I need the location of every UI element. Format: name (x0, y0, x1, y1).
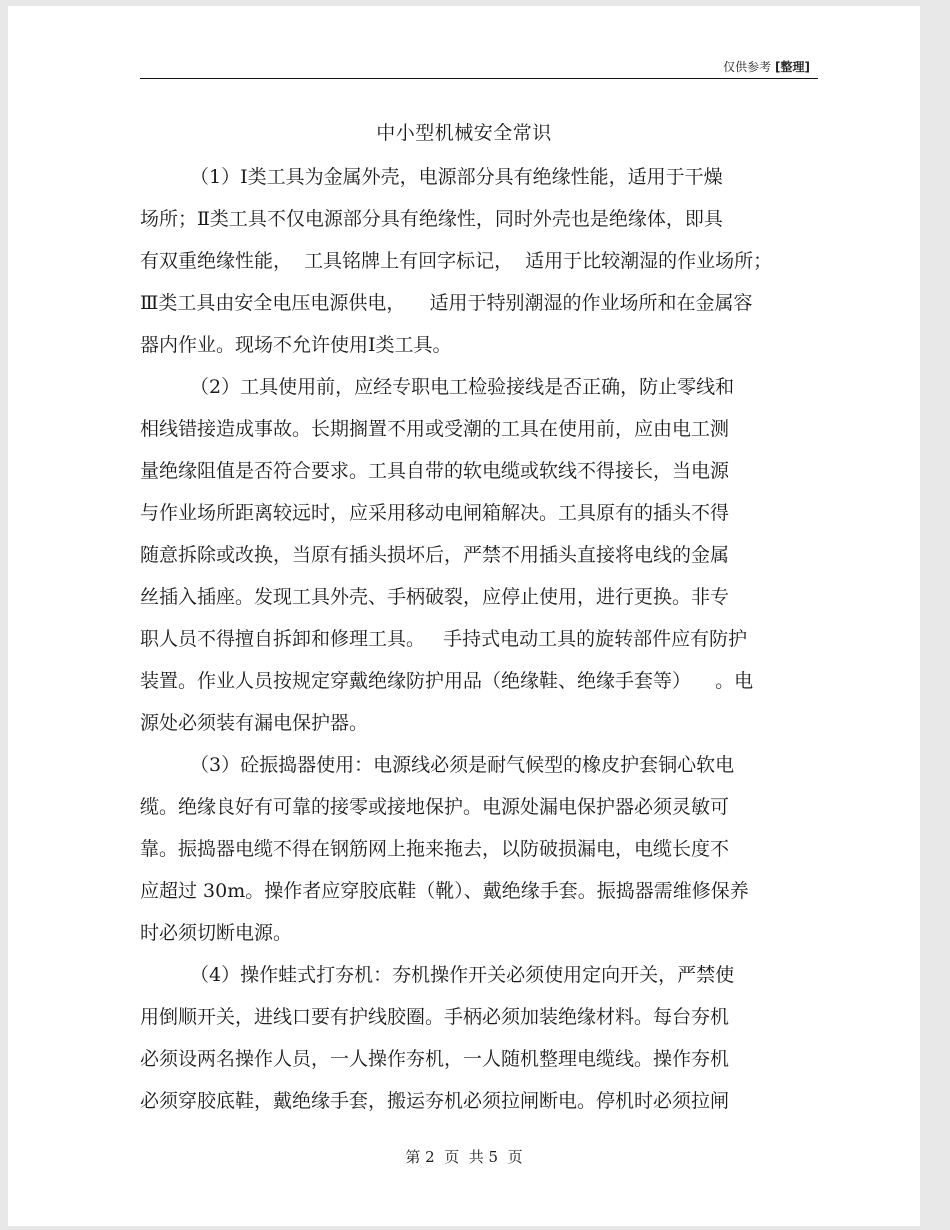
text-line: 随意拆除或改换，当原有插头损坏后，严禁不用插头直接将电线的金属 (140, 544, 730, 566)
text-line: 必须设两名操作人员，一人操作夯机，一人随机整理电缆线。操作夯机 (140, 1048, 730, 1070)
text-line: 缆。绝缘良好有可靠的接零或接地保护。电源处漏电保护器必须灵敏可 (140, 796, 730, 818)
header-note: 仅供参考 (723, 60, 772, 74)
text-line: 器内作业。现场不允许使用Ⅰ类工具。 (140, 334, 452, 356)
text-line: 与作业场所距离较远时，应采用移动电闸箱解决。工具原有的插头不得 (140, 502, 730, 524)
text-line: （4）操作蛙式打夯机：夯机操作开关必须使用定向开关，严禁使 (190, 964, 735, 986)
text-line: 应超过 30m。操作者应穿胶底鞋（靴）、戴绝缘手套。振捣器需维修保养 (140, 880, 749, 902)
page-footer: 第 2 页 共 5 页 (405, 1148, 523, 1166)
text-line: 有双重绝缘性能， 工具铭牌上有回字标记， 适用于比较潮湿的作业场所； (140, 250, 773, 272)
text-line: 量绝缘阻值是否符合要求。工具自带的软电缆或软线不得接长，当电源 (140, 460, 730, 482)
text-line: 靠。振捣器电缆不得在钢筋网上拖来拖去，以防破损漏电，电缆长度不 (140, 838, 730, 860)
document-page (8, 6, 920, 1226)
header-rule (140, 78, 818, 79)
text-line: （3）砼振捣器使用：电源线必须是耐气候型的橡皮护套铜心软电 (190, 754, 735, 776)
text-line: 相线错接造成事故。长期搁置不用或受潮的工具在使用前，应由电工测 (140, 418, 730, 440)
text-line: 源处必须装有漏电保护器。 (140, 712, 369, 734)
text-line: 必须穿胶底鞋，戴绝缘手套，搬运夯机必须拉闸断电。停机时必须拉闸 (140, 1090, 730, 1112)
document-title: 中小型机械安全常识 (376, 122, 552, 144)
text-line: Ⅲ类工具由安全电压电源供电， 适用于特别潮湿的作业场所和在金属容 (140, 292, 753, 314)
text-line: 装置。作业人员按规定穿戴绝缘防护用品（绝缘鞋、绝缘手套等） 。电 (140, 670, 754, 692)
page-header (723, 58, 810, 75)
text-line: 丝插入插座。发现工具外壳、手柄破裂，应停止使用，进行更换。非专 (140, 586, 730, 608)
header-bracket-label: [整理] (775, 60, 810, 74)
document-body (140, 156, 830, 1122)
text-line: 场所；Ⅱ类工具不仅电源部分具有绝缘性，同时外壳也是绝缘体，即具 (140, 208, 723, 230)
text-line: （2）工具使用前，应经专职电工检验接线是否正确，防止零线和 (190, 376, 735, 398)
text-line: 用倒顺开关，进线口要有护线胶圈。手柄必须加装绝缘材料。每台夯机 (140, 1006, 730, 1028)
text-line: 时必须切断电源。 (140, 922, 293, 944)
text-line: 职人员不得擅自拆卸和修理工具。 手持式电动工具的旋转部件应有防护 (140, 628, 748, 650)
text-line: （1）Ⅰ类工具为金属外壳，电源部分具有绝缘性能，适用于干燥 (190, 166, 723, 188)
